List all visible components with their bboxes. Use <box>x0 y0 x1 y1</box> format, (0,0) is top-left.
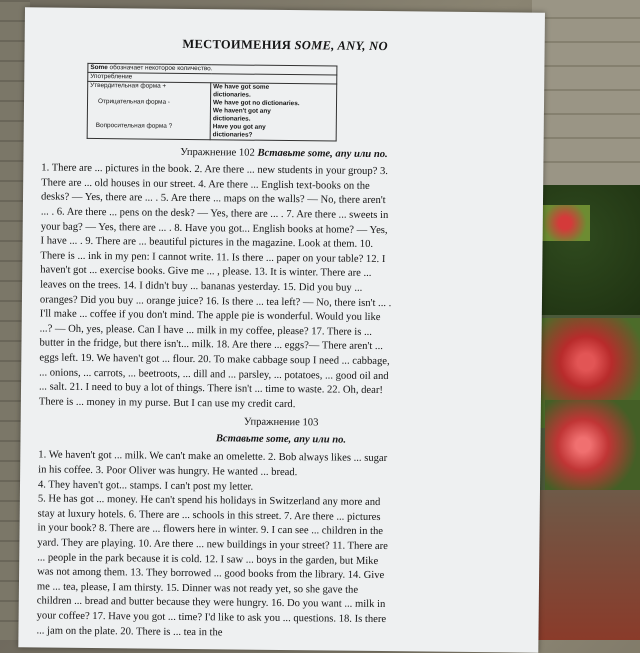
exercise-103-heading: Упражнение 103 <box>243 416 319 429</box>
exercise-102-heading: Упражнение 102 Вставьте some, any или no. <box>180 146 388 160</box>
title-italic: SOME, ANY, NO <box>294 38 388 54</box>
text-line: ... . 6. Are there ... pens on the desk? — Yes, there are ... . 7. Are there ... sweets in <box>40 206 389 222</box>
text-line: eggs left. 19. We haven't got ... flour. 20. To make cabbage soup I need ... cabbage, <box>39 352 390 368</box>
text-line: in his coffee. 3. Poor Oliver was hungry. He wanted ... bread. <box>38 464 298 479</box>
rules-usage-header: Употребление <box>88 72 337 84</box>
background-building <box>532 0 640 185</box>
rules-examples-column: We have got some dictionaries. We have got no dictionaries. We haven't got any dictionaries. Have you got any dictionaries? <box>210 82 337 140</box>
text-line: yard. They are playing. 10. Are there ... new buildings in your street? 11. There are <box>37 537 388 553</box>
text-line: was not among them. 13. They borrowed ... good books from the library. 14. Give <box>37 566 385 582</box>
exercise-102-text <box>39 162 527 415</box>
exercise-103-text <box>36 449 523 644</box>
text-line: There are ... old houses in our street. 4. Are there ... English text-books on the <box>41 177 370 192</box>
text-line: ... people in the park because it is cold. 12. I saw ... boys in the garden, but Mike <box>37 552 379 567</box>
text-line: haven't got ... exercise books. Give me ... , please. 13. It is winter. There are ... <box>40 264 372 280</box>
background-ground <box>532 490 640 640</box>
text-line: There is ... ink in my pen: I cannot write. 11. Is there ... paper on your table? 12. I <box>40 250 386 265</box>
rules-forms-column: Утвердительная форма + Отрицательная форма - Вопросительная форма ? <box>87 81 211 139</box>
text-line: 1. There are ... pictures in the book. 2. Are there ... new students in your group? 3. <box>41 162 389 178</box>
rules-definition: Some обозначает некоторое количество. <box>88 63 337 75</box>
text-line: leaves on the trees. 14. I didn't buy ... bananas yesterday. 15. Did you buy ... <box>40 279 363 294</box>
text-line: ...? — Oh, yes, please. Can I have ... milk in my coffee, please? 17. There is ... <box>39 323 373 338</box>
text-line: ... jam on the plate. 20. There is ... tea in the <box>36 625 223 638</box>
title-main: МЕСТОИМЕНИЯ <box>182 36 292 53</box>
text-line: in your book? 8. There are ... flowers here in winter. 9. I can see ... children in the <box>37 522 384 538</box>
rules-table <box>87 63 338 142</box>
text-line: ... salt. 21. I need to buy a lot of things. There isn't ... time to waste. 22. Oh, dear! <box>38 381 383 397</box>
page-title <box>43 35 528 55</box>
text-line: your coffee? 17. Have you got ... time? I'd like to ask you ... questions. 18. Is there <box>36 610 387 626</box>
text-line: oranges? Did you buy ... orange juice? 16. Is there ... tea left? — No, there isn't ... . <box>39 293 392 309</box>
background-flowers <box>545 400 640 490</box>
text-line: I have ... . 9. There are ... beautiful pictures in the magazine. Look at them. 10. <box>40 235 374 251</box>
text-line: stay at luxury hotels. 6. There are ... schools in this street. 7. Are there ... pictures <box>37 508 381 523</box>
text-line: 4. They haven't got... stamps. I can't post my letter. <box>37 479 254 493</box>
text-line: butter in the fridge, but there isn't... milk. 18. Are there ... eggs?— There aren't ... <box>39 337 383 353</box>
worksheet-page <box>18 7 545 652</box>
text-line: ... onions, ... carrots, ... beetroots, ... dill and ... parsley, ... potatoes, ... good oil and <box>39 366 389 382</box>
text-line: I'll make ... coffee if you don't mind. The apple pie is wonderful. Would you like <box>39 308 381 324</box>
text-line: children ... bread and butter because they were hungry. 16. Do you want ... milk in <box>36 595 386 611</box>
text-line: desks? — Yes, there are ... . 5. Are there ... maps on the walls? — No, there aren't <box>40 191 386 207</box>
text-line: 5. He has got ... money. He can't spend his holidays in Switzerland any more and <box>37 493 381 509</box>
text-line: There is ... money in my purse. But I can use my credit card. <box>38 396 296 410</box>
worksheet-content <box>36 35 527 643</box>
text-line: 1. We haven't got ... milk. We can't make an omelette. 2. Bob always likes ... sugar <box>38 449 388 465</box>
text-line: me ... tea, please, I am thirsty. 15. Dinner was not ready yet, so she gave the <box>36 581 359 596</box>
exercise-103-instruction: Вставьте some, any или no. <box>215 433 347 446</box>
text-line: your bag? — Yes, there are ... . 8. Have you got... English books at home? — Yes, <box>40 221 388 236</box>
background-flowers <box>540 205 590 241</box>
